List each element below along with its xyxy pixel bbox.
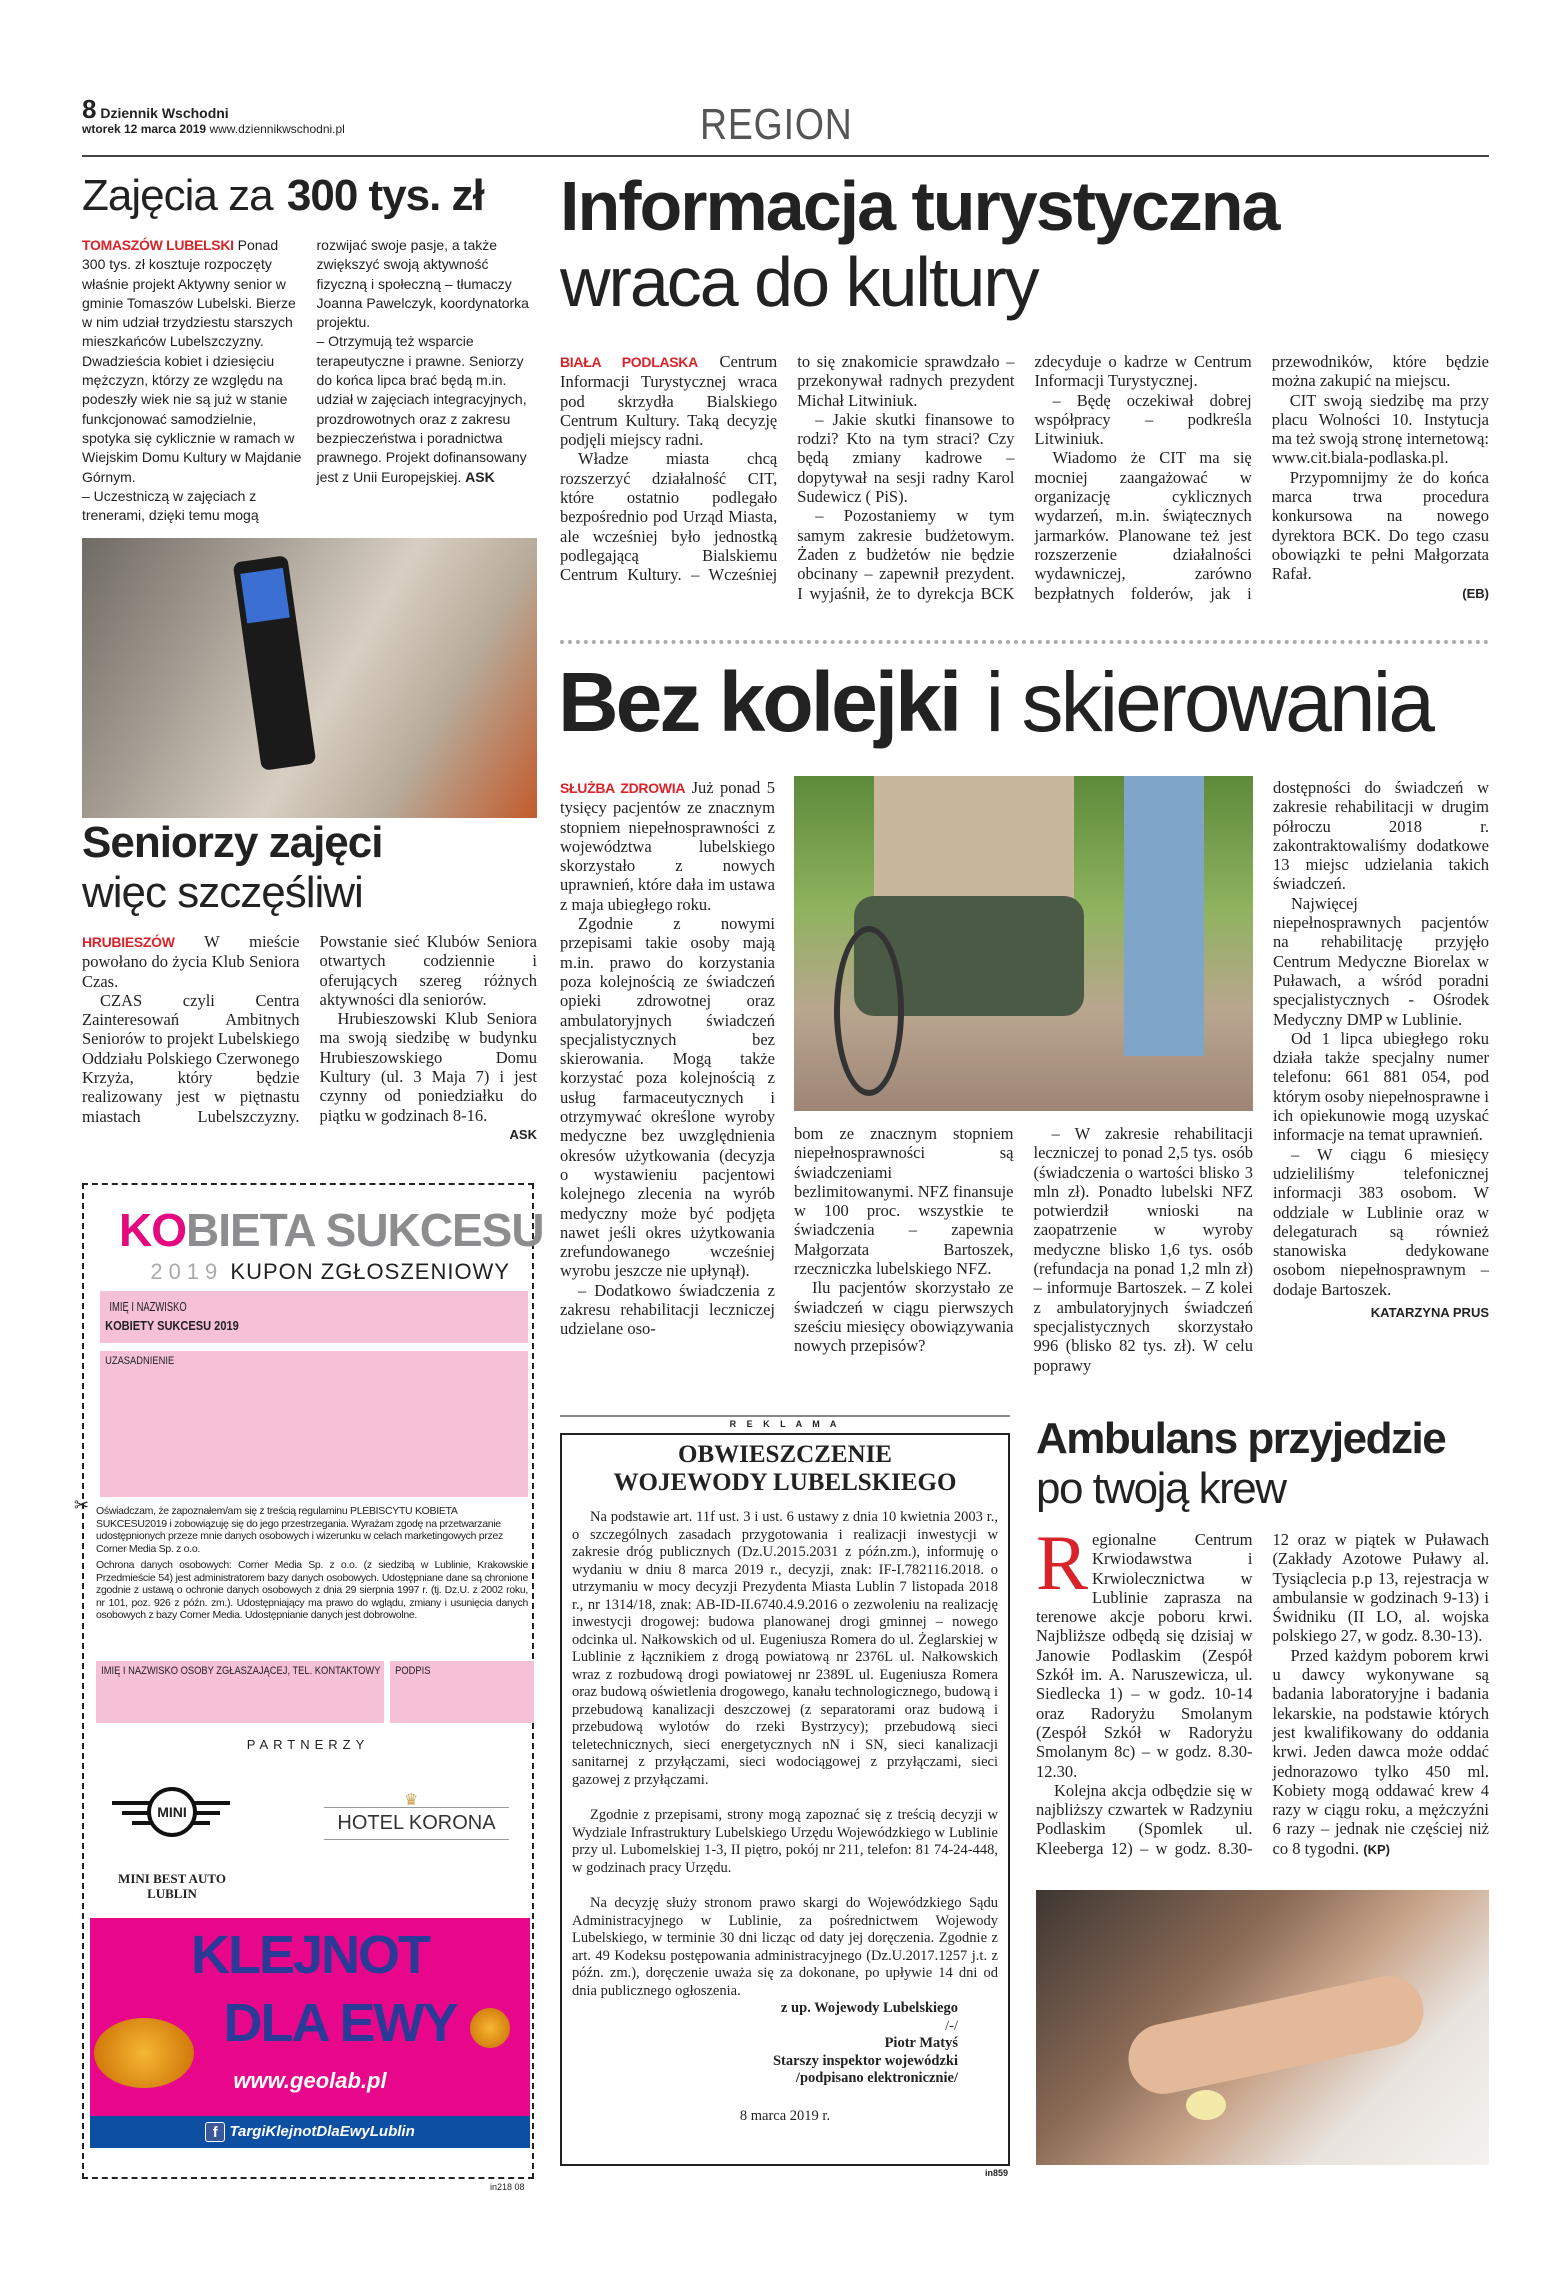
crown-icon: ♛: [404, 1790, 419, 1809]
ad-rule: [560, 1415, 1010, 1417]
mini-logo: MINI: [112, 1787, 230, 1839]
article-body-informacja: BIAŁA PODLASKA Centrum Informacji Turystycznej wraca pod skrzydła Bialskiego Centrum Kultury. Taką decyzję podjęli miejscy radni. Władze miasta chcą rozszerzyć działalność CIT, które ostatnio podlegało bezpośrednio pod Urząd Miasta, ale wcześniej było jednostką podlegającą Bialskiemu Centrum Kultury. – Wcześniej to się znakomicie sprawdzało – przekonywał radnych prezydent Michał Litwiniuk. – Jakie skutki finansowe to rodzi? Kto na tym straci? Czy będą zmiany kadrowe – dopytywał na sesji radny Karol Sudewicz ( PiS). – Pozostaniemy w tym samym zakresie budżetowym. Żaden z budżetów nie będzie obcinany – zapewnił prezydent. I wyjaśnił, że to dyrekcja BCK zdecyduje o kadrze w Centrum Informacji Turystycznej. – Będę oczekiwał dobrej współpracy – podkreśla Litwiniuk. Wiadomo że CIT ma się mocniej zaangażować w organizację cyklicznych wydarzeń, m.in. świątecznych jarmarków. Planowane też jest rozszerzenie działalności wydawniczej, zarówno bezpłatnych folderów, jak i przewodników, które będzie można zakupić na miejscu. CIT swoją siedzibę ma przy placu Wolności 10. Instytucja ma też swoją stronę internetową: www.cit.biala-podlaska.pl. Przypomnijmy że do końca marca trwa procedura konkursowa na nowego dyrektora BCK. Do tego czasu obowiązki te pełni Małgorzata Rafał. (EB): [560, 352, 1489, 603]
article-title-seniorzy: Seniorzy zajęci więc szczęśliwi: [82, 818, 383, 917]
justification-field[interactable]: UZASADNIENIE: [100, 1351, 528, 1497]
ad-code: in859: [985, 2168, 1009, 2178]
coupon-subtitle: 2019 KUPON ZGŁOSZENIOWY: [150, 1259, 510, 1284]
dotted-separator: [560, 640, 1489, 644]
facebook-icon: f: [205, 2122, 225, 2142]
article-title-kolejka: Bez kolejki i skierowania: [558, 655, 1432, 749]
issue-date: wtorek 12 marca 2019: [82, 122, 207, 136]
article-title-informacja: Informacja turystyczna wraca do kultury: [560, 167, 1279, 321]
submitter-field[interactable]: IMIĘ I NAZWISKO OSOBY ZGŁASZAJĄCEJ, TEL. KONTAKTOWY: [96, 1661, 384, 1723]
author: ASK: [465, 468, 495, 485]
article-title-zajecia: Zajęcia za 300 tys. zł: [82, 171, 484, 220]
article-body-kolejka-col1: SŁUŻBA ZDROWIA Już ponad 5 tysięcy pacjentów ze znacznym stopniem niepełnosprawności z województwa lubelskiego skorzystało z nowych uprawnień, które dała im ustawa z maja ubiegłego roku. Zgodnie z nowymi przepisami takie osoby mają m.in. prawo do korzystania poza kolejnością ze świadczeń opieki zdrowotnej oraz ambulatoryjnych świadczeń specjalistycznych bez skierowania. Mogą także korzystać poza kolejnością z usług farmaceutycznych i otrzymywać określone wyroby medyczne bez uwzględnienia okresów użytkowania (decyzja o wystawieniu pacjentowi kolejnego zlecenia na wyrób medyczny może być podjęta nawet jeśli okres użytkowania zrefundowanego wcześniej wyrobu jeszcze nie upłynął). – Dodatkowo świadczenia z zakresu rehabilitacji leczniczej udzielane oso-: [560, 778, 775, 1339]
facebook-page: TargiKlejnotDlaEwyLublin: [229, 2123, 415, 2140]
ad-label: R E K L A M A: [729, 1419, 841, 1429]
photo-blood-donation: [1036, 1890, 1489, 2165]
dateline: SŁUŻBA ZDROWIA: [560, 780, 686, 796]
kobieta-sukcesu-logo: KOBIETA SUKCESU: [119, 1204, 544, 1256]
scissors-icon: ✂: [74, 1495, 90, 1516]
coupon-cutout: [74, 1183, 544, 2179]
signature-field[interactable]: PODPIS: [390, 1661, 534, 1723]
author: (EB): [1462, 585, 1489, 601]
wheelchair-wheel-icon: [834, 926, 904, 1096]
article-body-kolejka-col23: bom ze znacznym stopniem niepełnosprawności są świadczeniami bezlimitowanymi. NFZ finansuje w 100 proc. wszystkie te świadczenia – zapewnia Małgorzata Bartoszek, rzeczniczka lubelskiego NFZ. Ilu pacjentów skorzystało ze świadczeń w ciągu pierwszych sześciu miesięcy obowiązywania nowych przepisów? – W zakresie rehabilitacji leczniczej to ponad 2,5 tys. osób (świadczenia o wartości blisko 3 mln zł). Ponadto lubelski NFZ potwierdził wnioski na zaopatrzenie w wyroby medyczne blisko 1,6 tys. osób (refundacja na ponad 1,2 mln zł) – informuje Bartoszek. – Z kolei z ambulatoryjnych świadczeń specjalistycznych skorzystało 996 (blisko 82 tys. zł). W celu poprawy: [794, 1124, 1253, 1375]
photo-wheelchair: [794, 776, 1253, 1111]
article-body-zajecia: TOMASZÓW LUBELSKI Ponad 300 tys. zł kosztuje rozpoczęty właśnie projekt Aktywny senior w gminie Tomaszów Lubelski. Bierze w nim udział trzydziestu starszych mieszkańców Lubelszczyzny. Dwadzieścia kobiet i dziesięciu mężczyzn, którzy ze względu na podeszły wiek nie są już w stanie funkcjonować samodzielnie, spotyka się cyklicznie w ramach w Wiejskim Domu Kultury w Majdanie Górnym. – Uczestniczą w zajęciach z trenerami, dzięki temu mogą rozwijać swoje pasje, a także zwiększyć swoją aktywność fizyczną i społeczną – tłumaczy Joanna Pawelczyk, koordynatorka projektu. – Otrzymują też wsparcie terapeutyczne i prawne. Seniorzy do końca lipca brać będą m.in. udział w zajęciach integracyjnych, prozdrowotnych oraz z zakresu bezpieczeństwa i poradnictwa prawnego. Projekt dofinansowany jest z Unii Europejskiej. ASK: [82, 237, 529, 524]
dateline: HRUBIESZÓW: [82, 934, 175, 950]
header-rule: [82, 155, 1489, 157]
site-url[interactable]: www.dziennikwschodni.pl: [209, 122, 345, 136]
ad-code: in218 08: [490, 2182, 525, 2192]
section-title: REGION: [700, 100, 853, 149]
hotel-korona-logo: ♛ HOTEL KORONA: [324, 1807, 509, 1840]
mini-dealer-name: MINI BEST AUTO LUBLIN: [118, 1871, 226, 1901]
article-body-kolejka-col4: dostępności do świadczeń w zakresie rehabilitacji w drugim półroczu 2018 r. zakontraktowaliśmy dodatkowe 13 miejsc udzielania takich świadczeń. Najwięcej niepełnosprawnych pacjentów na rehabilitację przyjęło Centrum Medyczne Biorelax w Puławach, a wśród poradni specjalistycznych - Ośrodek Medyczny DMP w Lublinie. Od 1 lipca ubiegłego roku działa także specjalny numer telefonu: 661 881 054, pod którym osoby niepełnosprawne i ich opiekunowie mogą uzyskać informacje na temat uprawnień. – W ciągu 6 miesięcy udzieliliśmy telefonicznej informacji 383 osobom. W oddziale w Lublinie oraz w delegaturach są również stanowiska dedykowane osobom niepełnosprawnym – dodaje Bartoszek. KATARZYNA PRUS: [1273, 778, 1489, 1322]
consent-text: Oświadczam, że zapoznałem/am się z treścią regulaminu PLEBISCYTU KOBIETA SUKCESU2019 i zobowiązuję się do jego przestrzegania. Wyrażam zgodę na przetwarzanie udostępnionych przeze mnie danych osobowych i wizerunku w celach marketingowych przez Corner Media Sp. z o.o. Ochrona danych osobowych: Corner Media Sp. z o.o. (z siedzibą w Lublinie, Krakowskie Przedmieście 54) jest administratorem bazy danych osobowych. Udostępniane dane są chronione zgodnie z ustawą o ochronie danych osobowych z dnia 29 sierpnia 1997 r. (tj. Dz.U. z 2002 roku, nr 101, poz. 926 z późn. zm.). Udostępniający ma prawo do wglądu, zmiany i usunięcia danych osobowych z bazy Corner Media. Udostępnianie danych jest dobrowolne.: [96, 1505, 528, 1621]
article-body-ambulans: Regionalne Centrum Krwiodawstwa i Krwiolecznictwa w Lublinie zaprasza na terenowe akcje poboru krwi. Najbliższe odbędą się dzisiaj w Janowie Podlaskim (Zespół Szkół im. A. Naruszewicza, ul. Siedlecka 1) – w godz. 10-14 oraz Radoryżu Smolanym (Zespół Szkół w Radoryżu Smolanym 8c) – w godz. 8.30-12.30. Kolejna akcja odbędzie się w najbliższy czwartek w Radzyniu Podlaskim (Spomlek ul. Kleeberga 12) – w godz. 8.30-12 oraz w piątek w Puławach (Zakłady Azotowe Puławy al. Tysiąclecia p.p 13, rejestracja w ambulansie w godzinach 9-13) i Świdniku (II LO, al. wojska polskiego 27, w godz. 8.30-13). Przed każdym poborem krwi u dawcy wykonywane są badania laboratoryjne i badania lekarskie, na podstawie których jest kwalifikowany do oddania krwi. Jeden dawca może oddać jednorazowo tylko 450 ml. Kobiety mogą oddawać krew 4 razy w ciągu roku, a mężczyźni 6 razy – jednak nie częściej niż co 8 tygodni. (KP): [1036, 1519, 1489, 1858]
paper-name: Dziennik Wschodni: [100, 105, 229, 121]
article-title-ambulans: Ambulans przyjedzie po twoją krew: [1036, 1414, 1446, 1513]
blood-bag-icon: [1186, 2090, 1226, 2120]
page-header: [82, 94, 345, 136]
author: ASK: [509, 1126, 537, 1142]
phone-icon: [233, 555, 317, 771]
author: (KP): [1363, 1841, 1390, 1857]
notice-title: OBWIESZCZENIE WOJEWODY LUBELSKIEGO: [613, 1441, 957, 1496]
article-body-seniorzy: HRUBIESZÓW W mieście powołano do życia Klub Seniora Czas. CZAS czyli Centra Zainteresowań Ambitnych Seniorów to projekt Lubelskiego Oddziału Polskiego Czerwonego Krzyża, który będzie realizowany jest w piętnastu miastach Lubelszczyzny. Powstanie sieć Klubów Seniora otwartych codziennie i oferujących szereg różnych aktywności dla seniorów. Hrubieszowski Klub Seniora ma swoją siedzibę w budynku Hrubieszowskiego Domu Kultury (ul. 3 Maja 7) i jest czynny od poniedziałku do piątku w godzinach 8-16. ASK: [82, 932, 537, 1147]
amber-rose-goblet-icon: [470, 2008, 510, 2048]
dateline: TOMASZÓW LUBELSKI: [82, 237, 234, 253]
drop-cap: R: [1036, 1519, 1089, 1606]
page-number: 8: [82, 94, 97, 124]
photo-senior-phone: [82, 538, 537, 818]
dateline: BIAŁA PODLASKA: [560, 354, 698, 370]
notice-signature: z up. Wojewody Lubelskiego /-/ Piotr Matyś Starszy inspektor wojewódzki /podpisano elektronicznie/: [772, 2000, 958, 2086]
klejnot-ad[interactable]: KLEJNOT DLA EWY www.geolab.pl f TargiKlejnotDlaEwyLublin: [90, 1918, 530, 2148]
author: KATARZYNA PRUS: [1370, 1305, 1489, 1321]
official-notice: OBWIESZCZENIE WOJEWODY LUBELSKIEGO Na podstawie art. 11f ust. 3 i ust. 6 ustawy z dnia 10 kwietnia 2003 r., o szczególnych zasadach przygotowania i realizacji inwestycji w zakresie dróg publicznych (Dz.U.2015.2031 z późn.zm.), informuję o wydaniu w dniu 8 marca 2019 r., decyzji, znak: IF-I.782116.2018. o utrzymaniu w mocy decyzji Prezydenta Miasta Lublin 7 listopada 2018 r., nr 1314/18, znak: AB-ID-II.6740.4.9.2016 o zezwoleniu na realizację inwestycji drogowej: budowa planowanej drogi gminnej – nowego odcinka ul. Nałkowskich od ul. Eugeniusza Romera do ul. Żeglarskiej w Lublinie z łącznikiem z drogą powiatową nr 2376L ul. Nałkowskich wraz z rozbudową drogi powiatowej nr 2389L ul. Eugeniusza Romera oraz budową oświetlenia drogowego, kanału technologicznego, budową i przebudową kanalizacji deszczowej (z separatorami oraz budową i przebudową wylotów do rzeki Bystrzycy); przebudową sieci teletechnicznych, sieci energetycznych nN i SN, sieci kanalizacji sanitarnej z przyłączami, sieci wodociągowej z przyłączami, sieci gazowej z przyłączami. Zgodnie z przepisami, strony mogą zapoznać się z treścią decyzji w Wydziale Infrastruktury Lubelskiego Urzędu Wojewódzkiego w Lublinie przy ul. Lubomelskiej 1-3, II piętro, pokój nr 211, telefon: 81 74-24-448, w godzinach pracy Urzędu. Na decyzję służy stronom prawo skargi do Wojewódzkiego Sądu Administracyjnego w Lublinie, za pośrednictwem Wojewody Lubelskiego, w terminie 30 dni licząc od daty jej doręczenia. Zgodnie z art. 49 Kodeksu postępowania administracyjnego (Dz.U.2017.1257 j.t. z późn. zm.), doręczenie uważa się za dokonane, po upływie 14 dni od dnia publicznego ogłoszenia. z up. Wojewody Lubelskiego /-/ Piotr Matyś Starszy inspektor wojewódzki /podpisano elektronicznie/ 8 marca 2019 r.: [560, 1433, 1010, 2166]
notice-date: 8 marca 2019 r.: [739, 2107, 831, 2124]
partners-label: PARTNERZY: [246, 1737, 370, 1752]
ad-url: www.geolab.pl: [233, 2068, 387, 2093]
nominee-name-field[interactable]: IMIĘ I NAZWISKO KOBIETY SUKCESU 2019: [100, 1291, 528, 1343]
